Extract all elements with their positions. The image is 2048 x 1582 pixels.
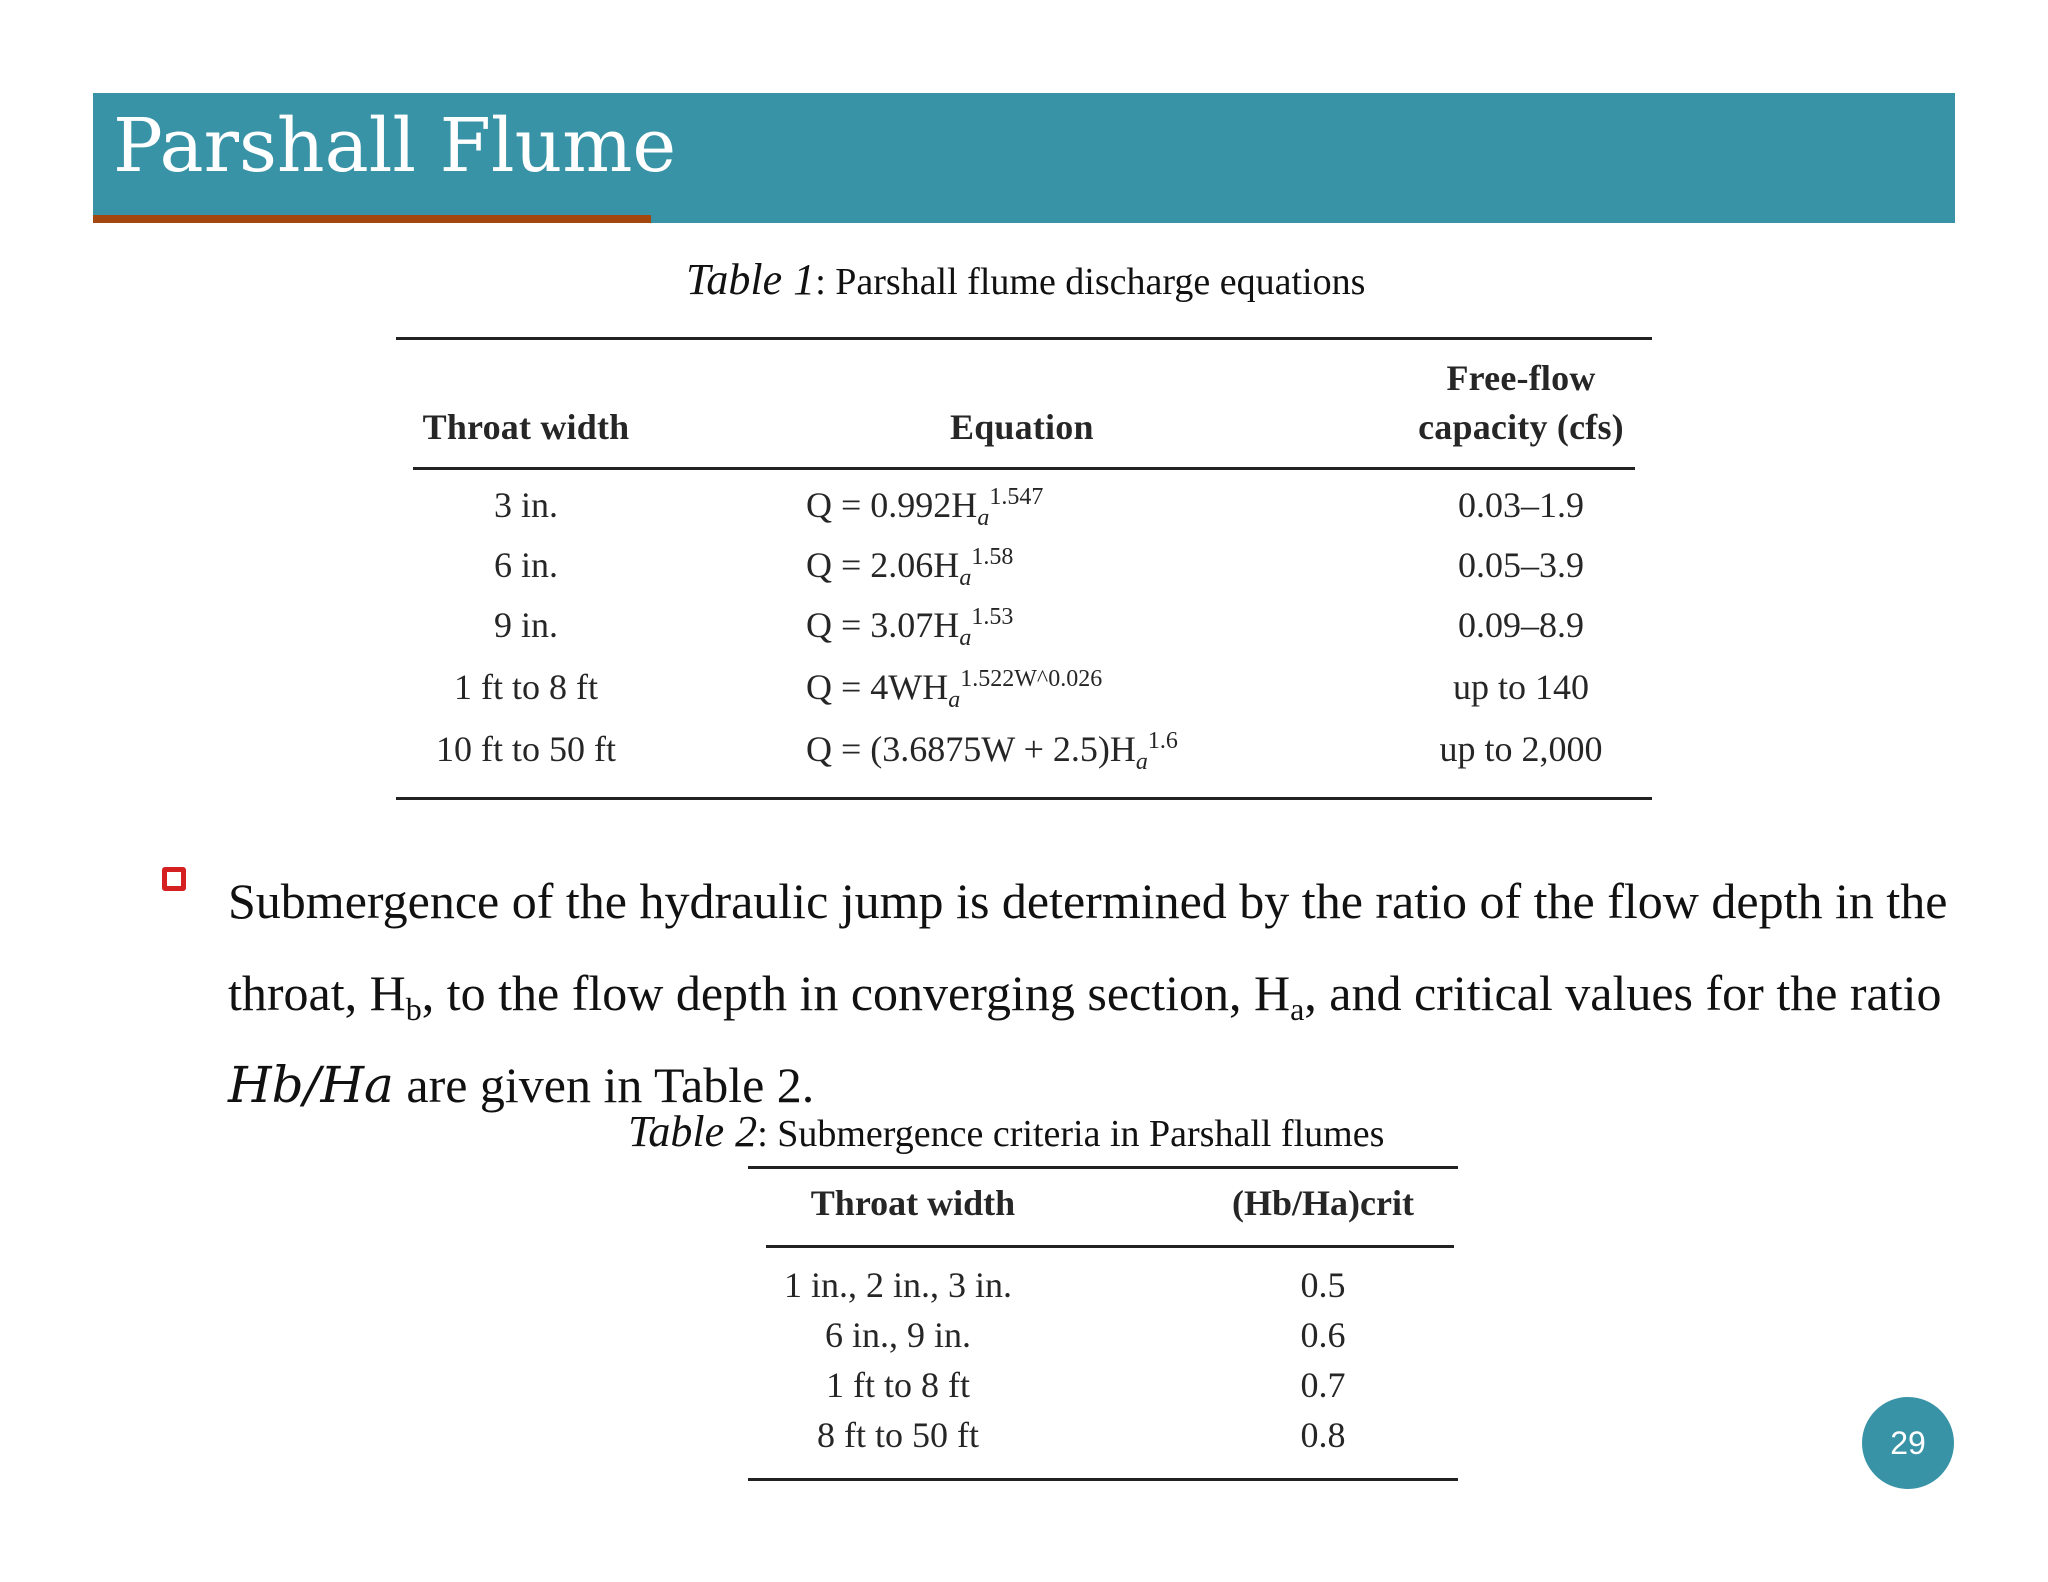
table1-row5-throat: 10 ft to 50 ft (436, 729, 616, 769)
table1-caption-text: : Parshall flume discharge equations (815, 261, 1366, 303)
table1-row4-equation: $Q = 4WH_a^{1.522W\^{}0.026}$ (806, 666, 1103, 714)
table1-caption-lead: Table 1 (686, 255, 816, 304)
table1-caption (686, 254, 1365, 305)
table1-row3-equation: $Q = 3.07H_a^{1.53}$ (806, 604, 1014, 652)
table2-row1-throat: 1 in., 2 in., 3 in. (783, 1265, 1012, 1305)
table1-row5-equation: $Q = (3.6875W + 2.5)H_a^{1.6}$ (806, 728, 1178, 776)
slide-title: Parshall Flume (113, 103, 677, 189)
table2-header-throat: Throat width (810, 1183, 1016, 1223)
table1-row4-capacity: up to 140 (1452, 667, 1589, 707)
table1-header-throat: Throat width (422, 407, 630, 447)
table2-header-rule (766, 1245, 1454, 1248)
title-accent-underline (93, 215, 651, 223)
ratio-expression: Hb/Ha (228, 1056, 394, 1114)
table2-row2-ratio: 0.6 (1300, 1315, 1346, 1355)
table1-header-capacity-line1: Free-flow (1446, 358, 1596, 398)
page-number-badge: 29 (1862, 1397, 1954, 1489)
table2-row4-throat: 8 ft to 50 ft (817, 1415, 979, 1455)
checkbox-bullet-icon (162, 867, 186, 891)
table2 (748, 1170, 1458, 1490)
table2-row1-ratio: 0.5 (1300, 1265, 1346, 1305)
table2-row3-throat: 1 ft to 8 ft (826, 1365, 970, 1405)
table1-row1-capacity: 0.03–1.9 (1458, 485, 1584, 525)
table1 (396, 336, 1652, 802)
table1-bottom-rule (396, 797, 1652, 800)
table2-caption (628, 1106, 1384, 1157)
table1-header-capacity-line2: capacity (cfs) (1418, 407, 1624, 447)
table1-row4-throat: 1 ft to 8 ft (454, 667, 598, 707)
table1-row5-capacity: up to 2,000 (1439, 729, 1603, 769)
table1-row3-throat: 9 in. (493, 605, 558, 645)
table1-row3-capacity: 0.09–8.9 (1458, 605, 1584, 645)
table1-row2-capacity: 0.05–3.9 (1458, 545, 1584, 585)
table1-row2-equation: $Q = 2.06H_a^{1.58}$ (806, 544, 1014, 592)
table1-row2-throat: 6 in. (493, 545, 558, 585)
table2-caption-lead: Table 2 (628, 1107, 758, 1156)
table2-header-ratio: (Hb/Ha)crit (1232, 1183, 1414, 1223)
table2-row3-ratio: 0.7 (1300, 1365, 1346, 1405)
table1-header-rule (413, 467, 1635, 470)
table2-row4-ratio: 0.8 (1300, 1415, 1346, 1455)
table1-row1-throat: 3 in. (493, 485, 558, 525)
table2-top-rule (748, 1166, 1458, 1169)
table1-row1-equation: $Q = 0.992H_a^{1.547}$ (806, 484, 1044, 532)
bullet-text: Submergence of the hydraulic jump is determined by the ratio of the flow depth in the throat, $H_b$, to the flow depth in converging section, $H_a$, and critical values for the ratio Hb/Ha are given in Table 2. (228, 873, 1948, 1114)
table1-header-equation: Equation (950, 407, 1094, 447)
title-banner (93, 93, 1955, 223)
table2-row2-throat: 6 in., 9 in. (824, 1315, 971, 1355)
table2-bottom-rule (748, 1478, 1458, 1481)
table2-caption-text: : Submergence criteria in Parshall flumes (757, 1113, 1385, 1155)
